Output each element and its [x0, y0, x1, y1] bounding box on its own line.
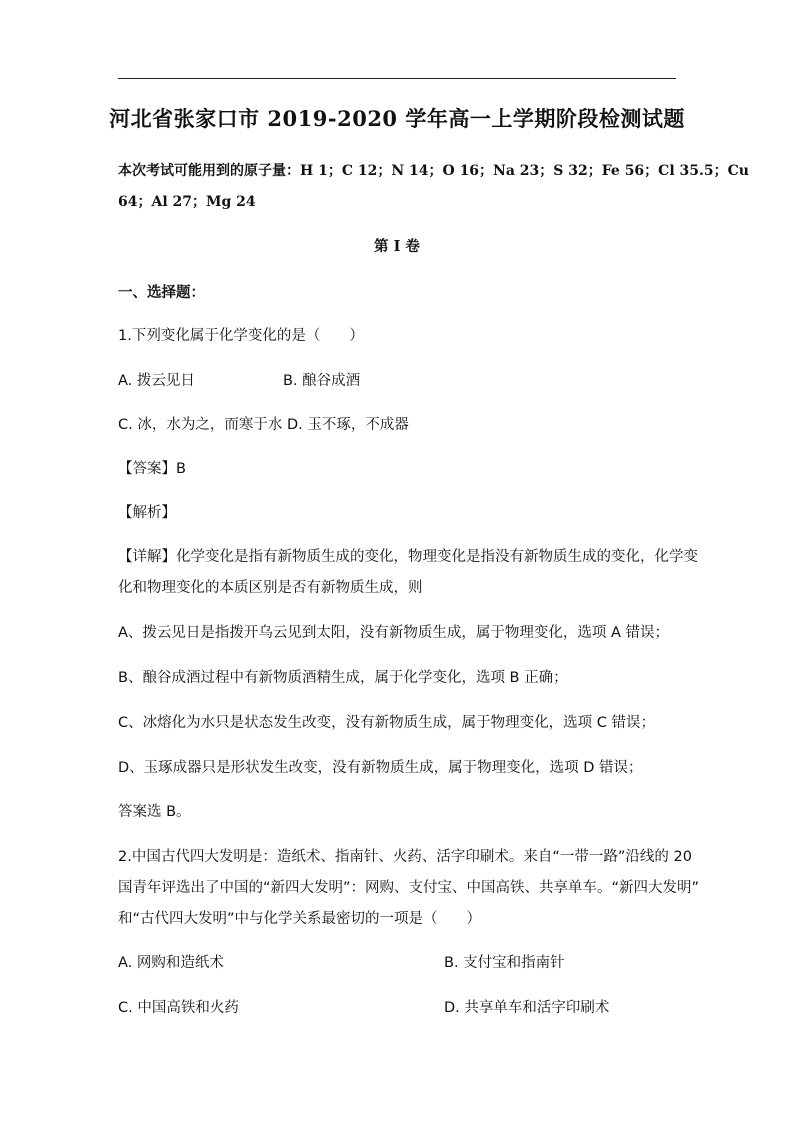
q2-stem-line-2: 国青年评选出了中国的“新四大发明”：网购、支付宝、中国高铁、共享单车。“新四大发明”	[118, 880, 700, 896]
q1-analysis-label: 【解析】	[118, 505, 176, 521]
q1-explain-b: B、酿谷成酒过程中有新物质酒精生成，属于化学变化，选项 B 正确；	[118, 670, 568, 686]
q1-option-a: A. 拨云见日	[118, 373, 195, 389]
q1-option-cd: C. 冰，水为之，而寒于水 D. 玉不琢，不成器	[118, 417, 409, 433]
q1-answer: 【答案】B	[118, 461, 186, 477]
section-title: 一、选择题：	[118, 284, 205, 301]
q1-explain-a: A、拨云见日是指拨开乌云见到太阳，没有新物质生成，属于物理变化，选项 A 错误；	[118, 625, 670, 641]
q2-option-d: D. 共享单车和活字印刷术	[444, 1000, 610, 1016]
q1-option-b: B. 酿谷成酒	[283, 373, 361, 389]
q1-stem: 1.下列变化属于化学变化的是（ ）	[118, 328, 364, 344]
q1-detail-line-2: 化和物理变化的本质区别是否有新物质生成，则	[118, 580, 423, 596]
header-rule	[118, 78, 676, 79]
q2-stem-line-1: 2.中国古代四大发明是：造纸术、指南针、火药、活字印刷术。来自“一带一路”沿线的 20	[118, 849, 692, 865]
q1-detail-line-1: 【详解】化学变化是指有新物质生成的变化，物理变化是指没有新物质生成的变化，化学变	[118, 549, 698, 565]
q1-conclusion: 答案选 B。	[118, 804, 191, 820]
q2-option-a: A. 网购和造纸术	[118, 955, 224, 971]
q2-option-c: C. 中国高铁和火药	[118, 1000, 239, 1016]
q1-explain-c: C、冰熔化为水只是状态发生改变，没有新物质生成，属于物理变化，选项 C 错误；	[118, 715, 655, 731]
q2-option-b: B. 支付宝和指南针	[444, 955, 565, 971]
volume-title: 第 I 卷	[374, 238, 420, 255]
atomic-mass-line-1: 本次考试可能用到的原子量：H 1；C 12；N 14；O 16；Na 23；S 32；Fe 56；Cl 35.5；Cu	[118, 163, 749, 179]
q2-stem-line-3: 和“古代四大发明”中与化学关系最密切的一项是（ ）	[118, 911, 482, 927]
atomic-mass-line-2: 64；Al 27；Mg 24	[118, 194, 256, 210]
q1-explain-d: D、玉琢成器只是形状发生改变，没有新物质生成，属于物理变化，选项 D 错误；	[118, 760, 643, 776]
page-title: 河北省张家口市 2019-2020 学年高一上学期阶段检测试题	[109, 106, 685, 131]
